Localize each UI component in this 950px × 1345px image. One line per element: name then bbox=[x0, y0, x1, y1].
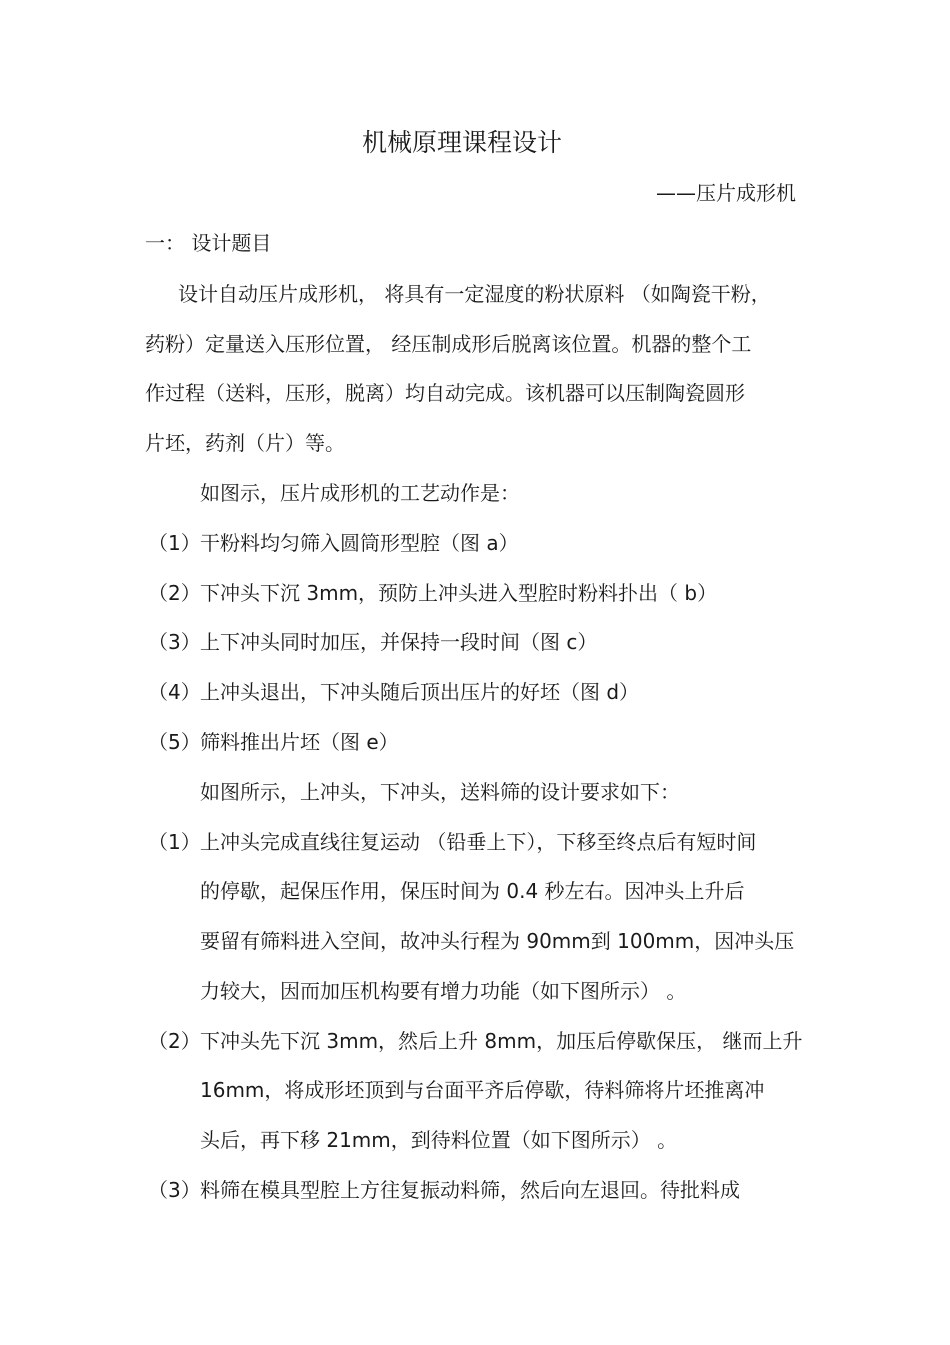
process-intro: 如图示，压片成形机的工艺动作是： bbox=[200, 481, 520, 505]
intro-line-2: 药粉）定量送入压形位置， 经压制成形后脱离该位置。机器的整个工 bbox=[145, 332, 752, 356]
intro-line-1: 设计自动压片成形机， 将具有一定湿度的粉状原料 （如陶瓷干粉， bbox=[178, 282, 771, 306]
requirement-line: 上冲头完成直线往复运动 （铅垂上下），下移至终点后有短时间 bbox=[200, 830, 757, 854]
step-number: （2） bbox=[148, 581, 201, 605]
requirement-number: （1） bbox=[148, 830, 201, 854]
page-title: 机械原理课程设计 bbox=[362, 128, 563, 157]
step-number: （1） bbox=[148, 531, 201, 555]
step-text: 下冲头下沉 3mm，预防上冲头进入型腔时粉料扑出（ b） bbox=[200, 581, 718, 605]
requirement-line: 头后，再下移 21mm，到待料位置（如下图所示） 。 bbox=[200, 1128, 678, 1152]
section-heading: 一： 设计题目 bbox=[145, 231, 272, 255]
requirement-line: 料筛在模具型腔上方往复振动料筛，然后向左退回。待批料成 bbox=[200, 1178, 740, 1202]
intro-line-3: 作过程（送料，压形，脱离）均自动完成。该机器可以压制陶瓷圆形 bbox=[145, 381, 745, 405]
page-subtitle: ——压片成形机 bbox=[656, 181, 796, 205]
requirement-line: 力较大，因而加压机构要有增力功能（如下图所示） 。 bbox=[200, 979, 687, 1003]
requirements-intro: 如图所示，上冲头，下冲头，送料筛的设计要求如下： bbox=[200, 780, 680, 804]
step-number: （5） bbox=[148, 730, 201, 754]
requirement-line: 16mm，将成形坯顶到与台面平齐后停歇，待料筛将片坯推离冲 bbox=[200, 1078, 765, 1102]
requirement-number: （3） bbox=[148, 1178, 201, 1202]
requirement-number: （2） bbox=[148, 1029, 201, 1053]
step-number: （4） bbox=[148, 680, 201, 704]
step-text: 上冲头退出，下冲头随后顶出压片的好坯（图 d） bbox=[200, 680, 640, 704]
step-text: 上下冲头同时加压，并保持一段时间（图 c） bbox=[200, 630, 598, 654]
step-text: 筛料推出片坯（图 e） bbox=[200, 730, 399, 754]
requirement-line: 下冲头先下沉 3mm，然后上升 8mm，加压后停歇保压， 继而上升 bbox=[200, 1029, 803, 1053]
step-text: 干粉料均匀筛入圆筒形型腔（图 a） bbox=[200, 531, 519, 555]
step-number: （3） bbox=[148, 630, 201, 654]
requirement-line: 要留有筛料进入空间，故冲头行程为 90mm到 100mm，因冲头压 bbox=[200, 929, 795, 953]
intro-line-4: 片坯，药剂（片）等。 bbox=[145, 431, 345, 455]
requirement-line: 的停歇，起保压作用，保压时间为 0.4 秒左右。因冲头上升后 bbox=[200, 879, 745, 903]
